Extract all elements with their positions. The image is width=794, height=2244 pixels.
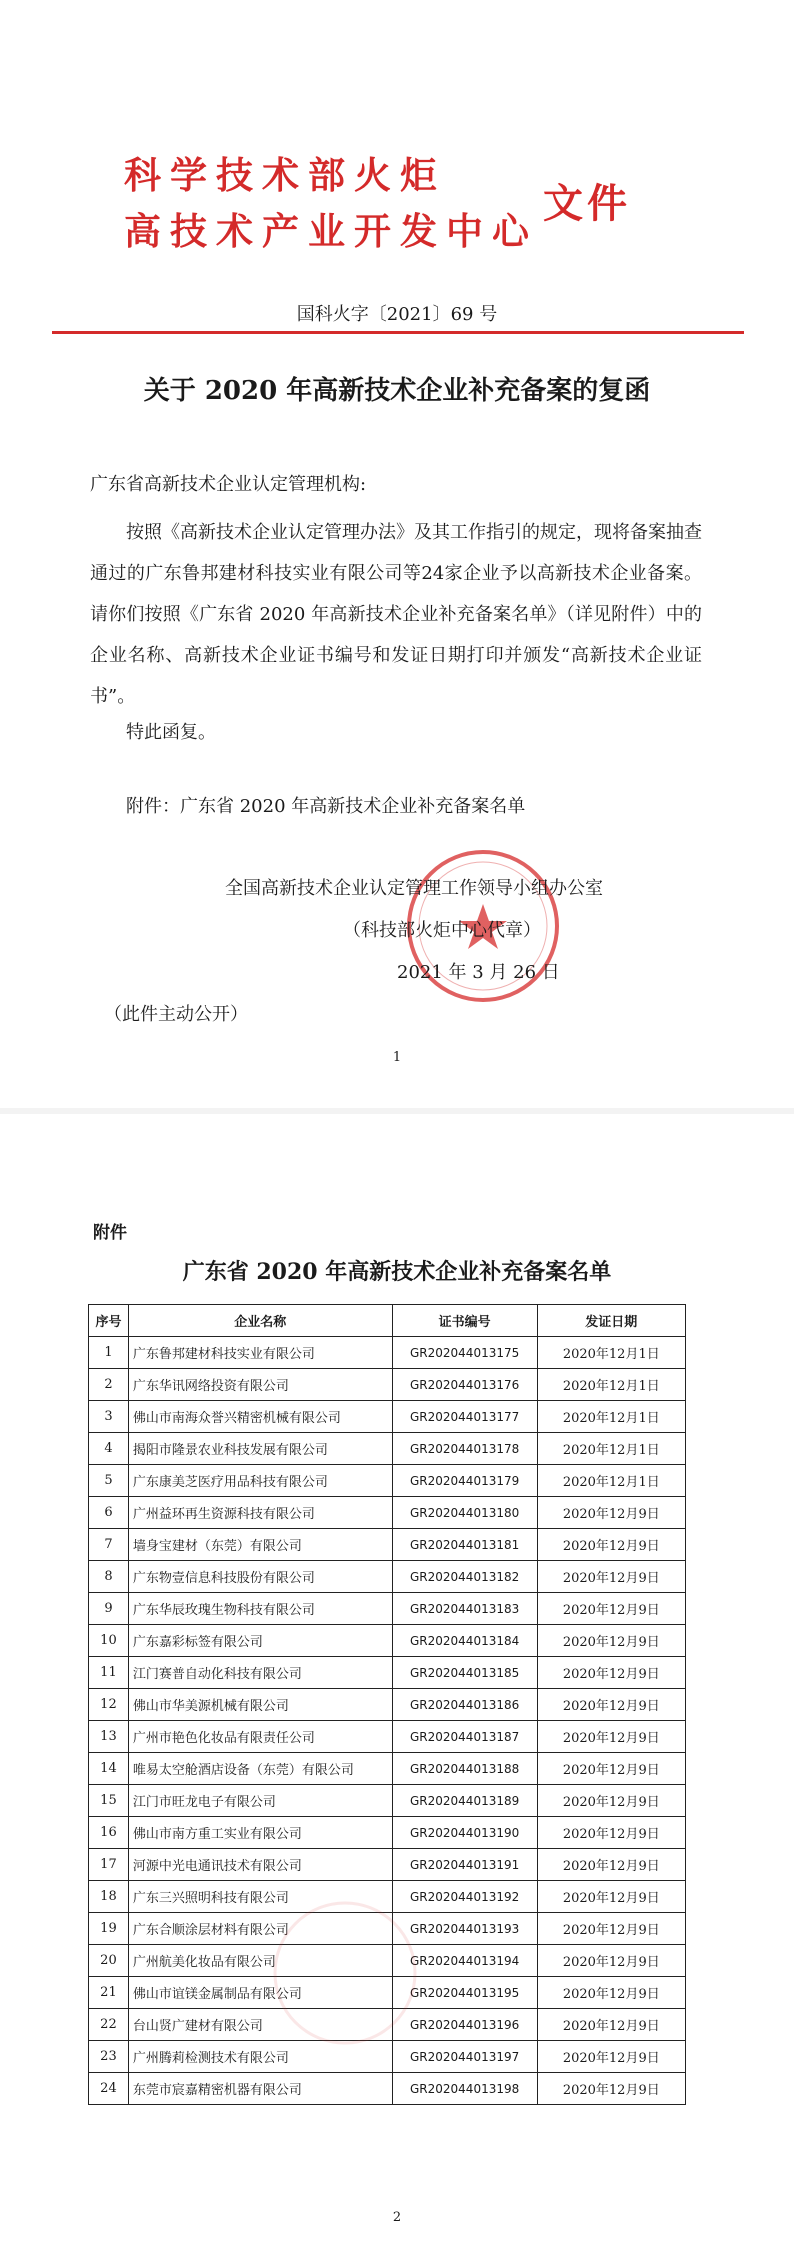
table-row xyxy=(89,1433,686,1465)
issue-date-cell: 2020年12月9日 xyxy=(537,1497,685,1529)
issue-date-cell: 2020年12月9日 xyxy=(537,1753,685,1785)
issue-date-cell: 2020年12月9日 xyxy=(537,1945,685,1977)
row-index: 4 xyxy=(89,1433,129,1465)
certificate-number: GR202044013191 xyxy=(392,1849,537,1881)
closing-line: 特此函复。 xyxy=(126,722,216,743)
certificate-number: GR202044013189 xyxy=(392,1785,537,1817)
attachment-reference: 附件：广东省 2020 年高新技术企业补充备案名单 xyxy=(126,796,526,817)
certificate-number: GR202044013194 xyxy=(392,1945,537,1977)
issue-date-cell: 2020年12月9日 xyxy=(537,1817,685,1849)
column-header: 发证日期 xyxy=(537,1305,685,1337)
row-index: 15 xyxy=(89,1785,129,1817)
addressee: 广东省高新技术企业认定管理机构: xyxy=(90,474,367,495)
issuer-line-2: 高技术产业开发中心 xyxy=(124,210,538,253)
certificate-number: GR202044013197 xyxy=(392,2041,537,2073)
row-index: 20 xyxy=(89,1945,129,1977)
issue-date-cell: 2020年12月9日 xyxy=(537,1881,685,1913)
issue-date: 2021 年 3 月 26 日 xyxy=(397,962,560,983)
table-row xyxy=(89,1529,686,1561)
column-header: 证书编号 xyxy=(392,1305,537,1337)
row-index: 7 xyxy=(89,1529,129,1561)
certificate-number: GR202044013188 xyxy=(392,1753,537,1785)
faded-seal xyxy=(270,1898,420,2048)
table-row xyxy=(89,1369,686,1401)
company-name: 广东鲁邦建材科技实业有限公司 xyxy=(128,1337,392,1369)
issue-date-cell: 2020年12月9日 xyxy=(537,2041,685,2073)
table-row xyxy=(89,1401,686,1433)
row-index: 19 xyxy=(89,1913,129,1945)
certificate-number: GR202044013196 xyxy=(392,2009,537,2041)
certificate-number: GR202044013180 xyxy=(392,1497,537,1529)
certificate-number: GR202044013179 xyxy=(392,1465,537,1497)
issue-date-cell: 2020年12月9日 xyxy=(537,1785,685,1817)
table-row xyxy=(89,1753,686,1785)
table-row xyxy=(89,1337,686,1369)
company-name: 河源中光电通讯技术有限公司 xyxy=(128,1849,392,1881)
column-header: 序号 xyxy=(89,1305,129,1337)
company-name: 江门赛普自动化科技有限公司 xyxy=(128,1657,392,1689)
row-index: 16 xyxy=(89,1817,129,1849)
issue-date-cell: 2020年12月9日 xyxy=(537,1849,685,1881)
attachment-label: 附件 xyxy=(93,1223,127,1243)
issue-date-cell: 2020年12月1日 xyxy=(537,1337,685,1369)
row-index: 12 xyxy=(89,1689,129,1721)
column-header: 企业名称 xyxy=(128,1305,392,1337)
certificate-number: GR202044013185 xyxy=(392,1657,537,1689)
company-name: 东莞市宸嘉精密机器有限公司 xyxy=(128,2073,392,2105)
signatory-organization: 全国高新技术企业认定管理工作领导小组办公室 xyxy=(225,878,603,899)
row-index: 9 xyxy=(89,1593,129,1625)
company-name: 墙身宝建材（东莞）有限公司 xyxy=(128,1529,392,1561)
signatory-seal-note: （科技部火炬中心代章） xyxy=(343,920,541,941)
company-name: 广州航美化妆品有限公司 xyxy=(128,1945,392,1977)
row-index: 3 xyxy=(89,1401,129,1433)
row-index: 6 xyxy=(89,1497,129,1529)
row-index: 5 xyxy=(89,1465,129,1497)
issue-date-cell: 2020年12月9日 xyxy=(537,1625,685,1657)
page-divider xyxy=(0,1108,794,1114)
issue-date-cell: 2020年12月9日 xyxy=(537,1561,685,1593)
certificate-number: GR202044013190 xyxy=(392,1817,537,1849)
certificate-number: GR202044013176 xyxy=(392,1369,537,1401)
row-index: 13 xyxy=(89,1721,129,1753)
table-row xyxy=(89,1721,686,1753)
certificate-number: GR202044013181 xyxy=(392,1529,537,1561)
row-index: 10 xyxy=(89,1625,129,1657)
certificate-number: GR202044013184 xyxy=(392,1625,537,1657)
issue-date-cell: 2020年12月9日 xyxy=(537,1657,685,1689)
row-index: 22 xyxy=(89,2009,129,2041)
letter-title: 关于 2020 年高新技术企业补充备案的复函 xyxy=(143,376,651,406)
issue-date-cell: 2020年12月1日 xyxy=(537,1401,685,1433)
company-name: 佛山市南方重工实业有限公司 xyxy=(128,1817,392,1849)
issue-date-cell: 2020年12月9日 xyxy=(537,1913,685,1945)
certificate-number: GR202044013192 xyxy=(392,1881,537,1913)
company-name: 江门市旺龙电子有限公司 xyxy=(128,1785,392,1817)
table-row xyxy=(89,1561,686,1593)
issue-date-cell: 2020年12月1日 xyxy=(537,1369,685,1401)
issue-date-cell: 2020年12月1日 xyxy=(537,1465,685,1497)
row-index: 1 xyxy=(89,1337,129,1369)
row-index: 14 xyxy=(89,1753,129,1785)
header-rule xyxy=(52,331,744,334)
letter-body: 按照《高新技术企业认定管理办法》及其工作指引的规定，现将备案抽查通过的广东鲁邦建材科技实业有限公司等24家企业予以高新技术企业备案。请你们按照《广东省 2020 年高新技术企业补充备案名单》（详见附件）中的企业名称、高新技术企业证书编号和发证日期打印并颁发“高新技术企业证书”。 xyxy=(90,522,702,707)
issue-date-cell: 2020年12月9日 xyxy=(537,1977,685,2009)
table-row xyxy=(89,1689,686,1721)
issue-date-cell: 2020年12月9日 xyxy=(537,1529,685,1561)
certificate-number: GR202044013195 xyxy=(392,1977,537,2009)
table-row xyxy=(89,1657,686,1689)
issuer-line-1: 科学技术部火炬 xyxy=(124,154,446,197)
page-number: 1 xyxy=(392,1050,402,1065)
certificate-number: GR202044013193 xyxy=(392,1913,537,1945)
certificate-number: GR202044013175 xyxy=(392,1337,537,1369)
issuer-name xyxy=(124,148,538,260)
table-row xyxy=(89,1593,686,1625)
row-index: 8 xyxy=(89,1561,129,1593)
row-index: 17 xyxy=(89,1849,129,1881)
company-name: 唯易太空舱酒店设备（东莞）有限公司 xyxy=(128,1753,392,1785)
row-index: 24 xyxy=(89,2073,129,2105)
certificate-number: GR202044013186 xyxy=(392,1689,537,1721)
table-row xyxy=(89,1465,686,1497)
company-name: 广东康美芝医疗用品科技有限公司 xyxy=(128,1465,392,1497)
company-name: 揭阳市隆景农业科技发展有限公司 xyxy=(128,1433,392,1465)
attachment-page xyxy=(0,1120,794,2244)
table-row xyxy=(89,2073,686,2105)
document-number: 国科火字〔2021〕69 号 xyxy=(296,304,498,325)
company-name: 广东合顺涂层材料有限公司 xyxy=(128,1913,392,1945)
table-row xyxy=(89,1785,686,1817)
issue-date-cell: 2020年12月1日 xyxy=(537,1433,685,1465)
attachment-title: 广东省 2020 年高新技术企业补充备案名单 xyxy=(182,1259,612,1285)
company-name: 佛山市华美源机械有限公司 xyxy=(128,1689,392,1721)
row-index: 18 xyxy=(89,1881,129,1913)
page-number: 2 xyxy=(392,2210,402,2225)
letter-page xyxy=(0,0,794,1100)
certificate-number: GR202044013178 xyxy=(392,1433,537,1465)
issuer-suffix: 文件 xyxy=(543,181,631,227)
table-row xyxy=(89,1497,686,1529)
table-row xyxy=(89,1849,686,1881)
disclosure-note: （此件主动公开） xyxy=(104,1004,248,1025)
issue-date-cell: 2020年12月9日 xyxy=(537,1721,685,1753)
row-index: 11 xyxy=(89,1657,129,1689)
issue-date-cell: 2020年12月9日 xyxy=(537,1689,685,1721)
certificate-number: GR202044013177 xyxy=(392,1401,537,1433)
table-row xyxy=(89,1817,686,1849)
company-name: 广州益环再生资源科技有限公司 xyxy=(128,1497,392,1529)
company-name: 广东三兴照明科技有限公司 xyxy=(128,1881,392,1913)
row-index: 2 xyxy=(89,1369,129,1401)
certificate-number: GR202044013182 xyxy=(392,1561,537,1593)
company-name: 佛山市南海众誉兴精密机械有限公司 xyxy=(128,1401,392,1433)
company-name: 广东华辰玫瑰生物科技有限公司 xyxy=(128,1593,392,1625)
issue-date-cell: 2020年12月9日 xyxy=(537,2009,685,2041)
row-index: 23 xyxy=(89,2041,129,2073)
company-name: 广州腾莉检测技术有限公司 xyxy=(128,2041,392,2073)
company-name: 广东嘉彩标签有限公司 xyxy=(128,1625,392,1657)
company-name: 佛山市谊镁金属制品有限公司 xyxy=(128,1977,392,2009)
company-name: 广东华讯网络投资有限公司 xyxy=(128,1369,392,1401)
company-name: 广东物壹信息科技股份有限公司 xyxy=(128,1561,392,1593)
company-name: 台山贤广建材有限公司 xyxy=(128,2009,392,2041)
certificate-number: GR202044013187 xyxy=(392,1721,537,1753)
certificate-number: GR202044013198 xyxy=(392,2073,537,2105)
row-index: 21 xyxy=(89,1977,129,2009)
table-row xyxy=(89,1625,686,1657)
certificate-number: GR202044013183 xyxy=(392,1593,537,1625)
issue-date-cell: 2020年12月9日 xyxy=(537,2073,685,2105)
table-header-row xyxy=(89,1305,686,1337)
issue-date-cell: 2020年12月9日 xyxy=(537,1593,685,1625)
company-name: 广州市艳色化妆品有限责任公司 xyxy=(128,1721,392,1753)
